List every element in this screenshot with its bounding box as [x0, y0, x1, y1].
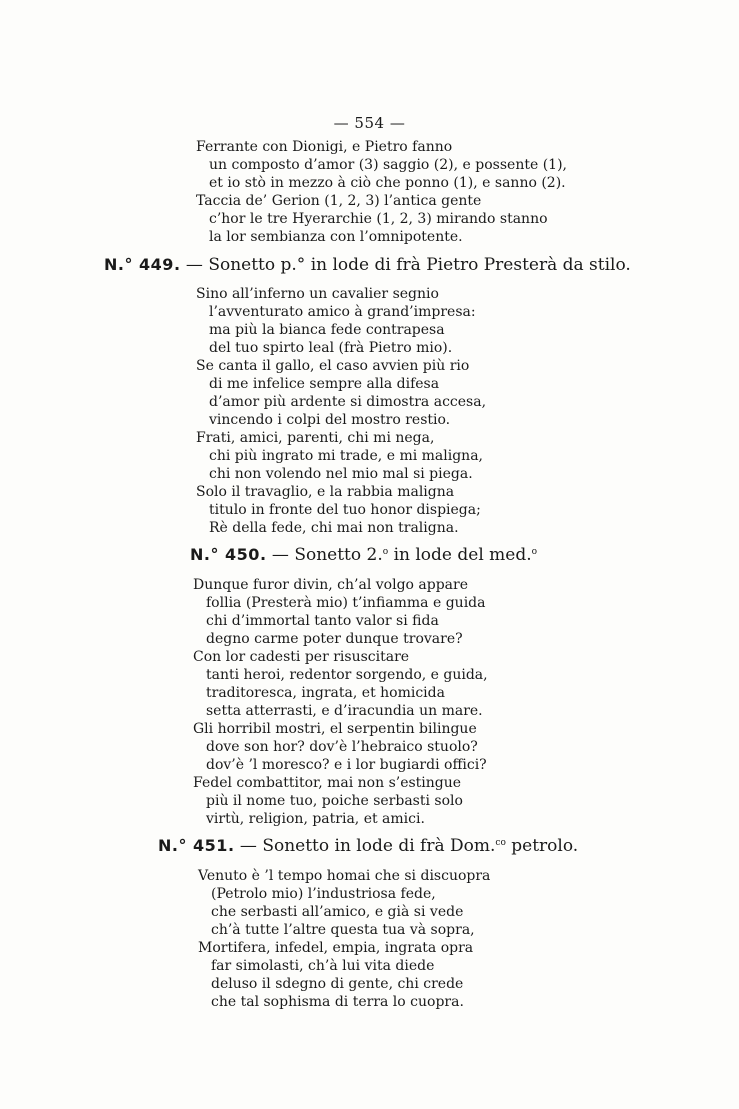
- verse-line: follia (Presterà mio) t’infiamma e guida: [206, 595, 486, 611]
- verse-line: Se canta il gallo, el caso avvien più rio: [196, 358, 470, 374]
- section-heading-450: [190, 544, 537, 566]
- section-title: — Sonetto p.° in lode di frà Pietro Presterà da stilo.: [185, 255, 631, 275]
- verse-line: d’amor più ardente si dimostra accesa,: [209, 394, 487, 410]
- section-number: N.° 450.: [190, 545, 267, 564]
- verse-line: Taccia de’ Gerion (1, 2, 3) l’antica gente: [196, 193, 482, 209]
- verse-line: Mortifera, infedel, empia, ingrata opra: [198, 940, 474, 956]
- verse-line: Rè della fede, chi mai non traligna.: [209, 520, 459, 536]
- verse-line: chi d’immortal tanto valor si fida: [206, 613, 439, 629]
- verse-line: titulo in fronte del tuo honor dispiega;: [209, 502, 481, 518]
- verse-line: et io stò in mezzo à ciò che ponno (1), e sanno (2).: [209, 175, 566, 191]
- verse-line: chi non volendo nel mio mal si piega.: [209, 466, 473, 482]
- verse-line: (Petrolo mio) l’industriosa fede,: [211, 886, 436, 902]
- verse-line: setta atterrasti, e d’iracundia un mare.: [206, 703, 483, 719]
- verse-line: Frati, amici, parenti, chi mi nega,: [196, 430, 435, 446]
- verse-line: che tal sophisma di terra lo cuopra.: [211, 994, 464, 1010]
- verse-line: vincendo i colpi del mostro restio.: [209, 412, 451, 428]
- verse-line: far simolasti, ch’à lui vita diede: [211, 958, 435, 974]
- verse-line: Solo il travaglio, e la rabbia maligna: [196, 484, 455, 500]
- verse-line: Ferrante con Dionigi, e Pietro fanno: [196, 139, 453, 155]
- verse-line: l’avventurato amico à grand’impresa:: [209, 304, 476, 320]
- verse-line: di me infelice sempre alla difesa: [209, 376, 440, 392]
- section-number: N.° 451.: [158, 836, 235, 855]
- verse-line: Gli horribil mostri, el serpentin bilingue: [193, 721, 477, 737]
- verse-line: Venuto è ’l tempo homai che si discuopra: [198, 868, 491, 884]
- verse-line: traditoresca, ingrata, et homicida: [206, 685, 445, 701]
- verse-line: deluso il sdegno di gente, chi crede: [211, 976, 464, 992]
- verse-line: un composto d’amor (3) saggio (2), e possente (1),: [209, 157, 567, 173]
- verse-line: che serbasti all’amico, e già si vede: [211, 904, 464, 920]
- section-heading-451: [158, 835, 578, 857]
- verse-line: Fedel combattitor, mai non s’estingue: [193, 775, 462, 791]
- section-title: — Sonetto in lode di frà Dom.$^{co}$ petrolo.: [239, 836, 579, 856]
- page-number: — 554 —: [333, 114, 406, 132]
- verse-line: chi più ingrato mi trade, e mi maligna,: [209, 448, 483, 464]
- section-heading-449: [104, 254, 631, 276]
- verse-line: la lor sembianza con l’omnipotente.: [209, 229, 463, 245]
- verse-line: Dunque furor divin, ch’al volgo appare: [193, 577, 469, 593]
- verse-line: dove son hor? dov’è l’hebraico stuolo?: [206, 739, 478, 755]
- verse-line: Sino all’inferno un cavalier segnio: [196, 286, 439, 302]
- verse-line: dov’è ’l moresco? e i lor bugiardi offici?: [206, 757, 487, 773]
- verse-line: ma più la bianca fede contrapesa: [209, 322, 445, 338]
- verse-line: degno carme poter dunque trovare?: [206, 631, 463, 647]
- verse-line: ch’à tutte l’altre questa tua và sopra,: [211, 922, 475, 938]
- verse-line: più il nome tuo, poiche serbasti solo: [206, 793, 463, 809]
- verse-line: tanti heroi, redentor sorgendo, e guida,: [206, 667, 488, 683]
- verse-line: del tuo spirto leal (frà Pietro mio).: [209, 340, 453, 356]
- verse-line: Con lor cadesti per risuscitare: [193, 649, 410, 665]
- verse-line: virtù, religion, patria, et amici.: [206, 811, 425, 827]
- section-number: N.° 449.: [104, 255, 181, 274]
- section-title: — Sonetto 2.$^o$ in lode del med.$^o$: [271, 545, 538, 565]
- verse-line: c’hor le tre Hyerarchie (1, 2, 3) mirando stanno: [209, 211, 548, 227]
